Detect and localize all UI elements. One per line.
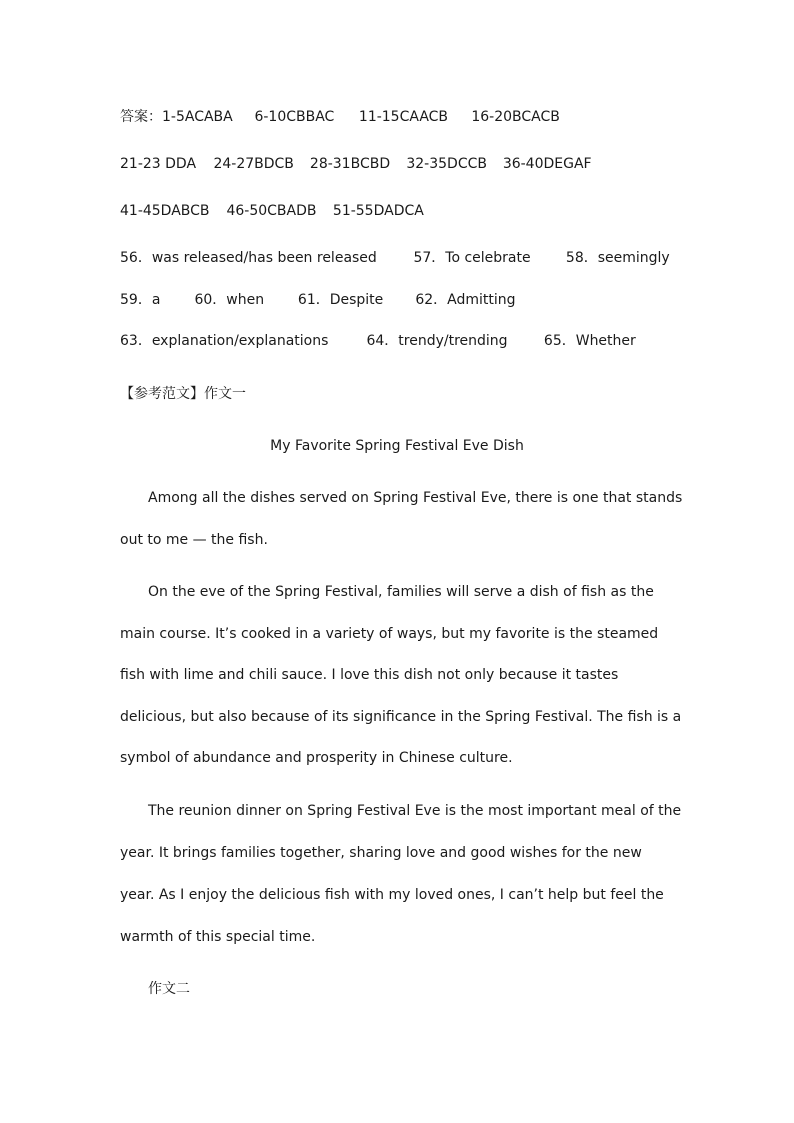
answer-item: 62．Admitting: [415, 292, 516, 308]
answer-item: 57．To celebrate: [413, 250, 531, 266]
paragraph-line: fish with lime and chili sauce. I love this dish not only because it tastes: [120, 667, 619, 683]
answer-row-6: [120, 332, 636, 350]
answer-group: 答案：1-5ACABA: [120, 109, 233, 125]
answer-group: 11-15CAACB: [358, 109, 449, 125]
answer-group: 6-10CBBAC: [254, 109, 335, 125]
answer-item: 65．Whether: [543, 333, 636, 349]
essay-title: My Favorite Spring Festival Eve Dish: [270, 438, 524, 454]
answer-item: 58．seemingly: [565, 250, 670, 266]
paragraph-line: out to me — the fish.: [120, 532, 268, 548]
essay2-heading: 作文二: [148, 981, 190, 997]
paragraph-line: On the eve of the Spring Festival, families will serve a dish of fish as the: [148, 584, 654, 600]
answer-group: 28-31BCBD: [309, 156, 391, 172]
answer-group: 21-23 DDA: [120, 156, 197, 172]
answer-item: 60．when: [194, 292, 265, 308]
answer-row-1: [120, 108, 560, 126]
answer-item: 56．was released/has been released: [120, 250, 377, 266]
answer-item: 63．explanation/explanations: [120, 333, 329, 349]
paragraph-line: year. As I enjoy the delicious fish with my loved ones, I can’t help but feel the: [120, 887, 664, 903]
paragraph-line: Among all the dishes served on Spring Festival Eve, there is one that stands: [148, 490, 683, 506]
answer-group: 36-40DEGAF: [502, 156, 592, 172]
essay1-heading: 【参考范文】作文一: [120, 386, 246, 402]
answer-group: 24-27BDCB: [213, 156, 294, 172]
answer-group: 32-35DCCB: [406, 156, 487, 172]
answer-row-5: [120, 291, 516, 309]
answer-row-2: [120, 155, 592, 173]
answer-item: 64．trendy/trending: [366, 333, 508, 349]
answer-group: 51-55DADCA: [332, 203, 424, 219]
answer-group: 46-50CBADB: [226, 203, 317, 219]
paragraph-line: year. It brings families together, sharing love and good wishes for the new: [120, 845, 642, 861]
answer-row-4: [120, 249, 670, 267]
paragraph-line: symbol of abundance and prosperity in Chinese culture.: [120, 750, 513, 766]
answer-row-3: [120, 202, 424, 220]
paragraph-line: main course. It’s cooked in a variety of ways, but my favorite is the steamed: [120, 626, 659, 642]
paragraph-line: The reunion dinner on Spring Festival Eve is the most important meal of the: [148, 803, 682, 819]
paragraph-line: delicious, but also because of its significance in the Spring Festival. The fish is a: [120, 709, 682, 725]
answer-group: 16-20BCACB: [471, 109, 560, 125]
answer-item: 61．Despite: [297, 292, 384, 308]
answer-item: 59．a: [120, 292, 161, 308]
answer-group: 41-45DABCB: [120, 203, 210, 219]
paragraph-line: warmth of this special time.: [120, 929, 316, 945]
